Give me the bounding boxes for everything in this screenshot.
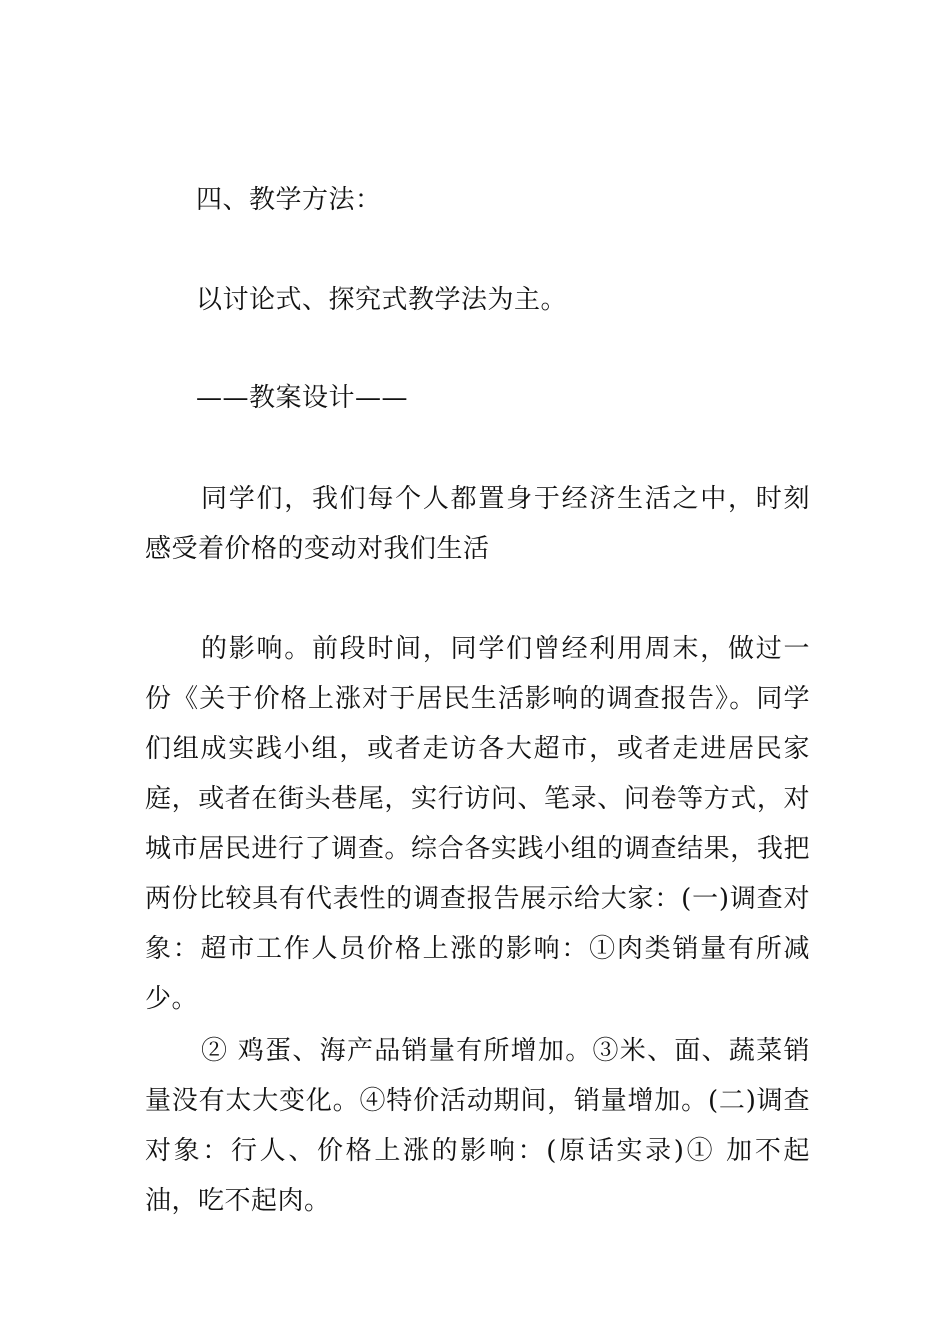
paragraph-survey: 的影响。前段时间，同学们曾经利用周末，做过一份《关于价格上涨对于居民生活影响的调查报告》。同学们组成实践小组，或者走访各大超市，或者走进居民家庭，或者在街头巷尾，实行访问、笔录、问卷等方式，对城市居民进行了调查。综合各实践小组的调查结果，我把两份比较具有代表性的调查报告展示给大家：(一)调查对象：超市工作人员价格上涨的影响：①肉类销量有所减少。 <box>145 634 810 1014</box>
section-heading: 四、教学方法： <box>196 185 382 215</box>
paragraph-findings: ② 鸡蛋、海产品销量有所增加。③米、面、蔬菜销量没有太大变化。④特价活动期间，销量增加。(二)调查对象：行人、价格上涨的影响：(原话实录)① 加不起油，吃不起肉。 <box>145 1036 810 1216</box>
method-text: 以讨论式、探究式教学法为主。 <box>196 285 568 315</box>
paragraph-intro: 同学们，我们每个人都置身于经济生活之中，时刻感受着价格的变动对我们生活 <box>145 484 810 564</box>
design-heading: ——教案设计—— <box>196 383 409 413</box>
